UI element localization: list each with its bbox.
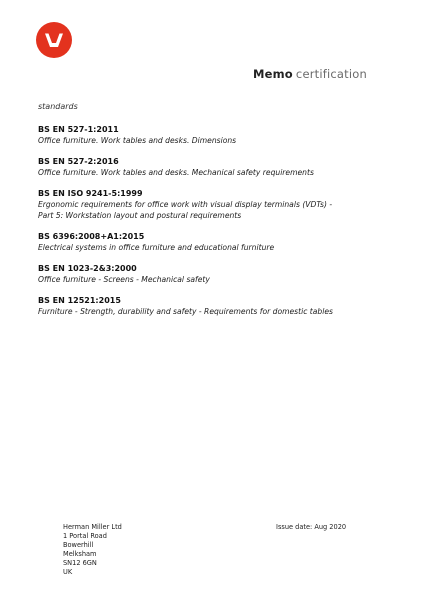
standard-description: Electrical systems in office furniture and educational furniture [38, 243, 275, 252]
standard-code: BS EN 12521:2015 [38, 296, 121, 305]
address-line: UK [63, 568, 73, 576]
standard-code: BS 6396:2008+A1:2015 [38, 232, 145, 241]
address-line: 1 Portal Road [63, 532, 107, 540]
standard-description: Furniture - Strength, durability and safety - Requirements for domestic tables [38, 307, 333, 316]
address-line: Bowerhill [63, 541, 94, 549]
standard-item [38, 296, 338, 317]
standard-item [38, 125, 338, 146]
standard-code: BS EN ISO 9241-5:1999 [38, 189, 143, 198]
standard-item [38, 232, 338, 253]
section-label: standards [38, 102, 78, 111]
logo-mark [36, 22, 72, 58]
product-name: Memo [252, 67, 293, 81]
address-line: SN12 6GN [63, 559, 97, 567]
standard-description: Office furniture. Work tables and desks. Dimensions [38, 136, 237, 145]
standard-code: BS EN 1023-2&3:2000 [38, 264, 137, 273]
standard-description: Office furniture - Screens - Mechanical safety [38, 275, 210, 284]
standard-item [38, 157, 338, 178]
standard-item [38, 264, 338, 285]
address-line: Herman Miller Ltd [63, 523, 122, 531]
herman-miller-logo-icon [36, 22, 72, 58]
standard-code: BS EN 527-2:2016 [38, 157, 119, 166]
document-type: certification [295, 67, 367, 81]
issue-date: Issue date: Aug 2020 [276, 523, 347, 531]
address-line: Melksham [63, 550, 97, 558]
standard-description: Office furniture. Work tables and desks. Mechanical safety requirements [38, 168, 314, 177]
standard-description: Ergonomic requirements for office work with visual display terminals (VDTs) - Part 5: Workstation layout and postural requirements [38, 200, 333, 220]
standard-item [38, 189, 338, 221]
standard-code: BS EN 527-1:2011 [38, 125, 119, 134]
document-title [253, 67, 367, 81]
company-address [63, 523, 122, 577]
standards-list [38, 125, 338, 328]
